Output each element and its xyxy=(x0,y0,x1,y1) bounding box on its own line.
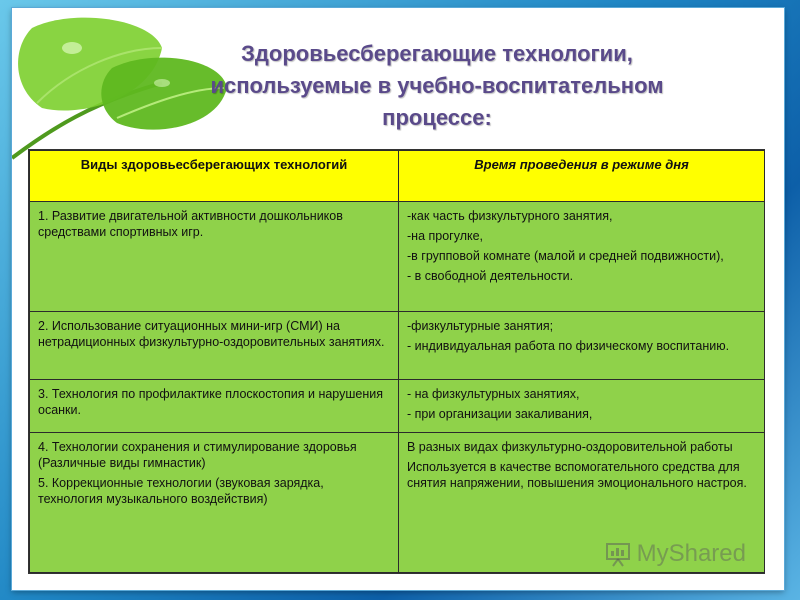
header-technology-types: Виды здоровьесберегающих технологий xyxy=(30,151,399,202)
cell-text: 1. Развитие двигательной активности дошкольников средствами спортивных игр. xyxy=(38,209,343,239)
row-3-time xyxy=(399,380,765,433)
cell-text: 3. Технология по профилактике плоскостопия и нарушения осанки. xyxy=(38,387,383,417)
header-time-of-day: Время проведения в режиме дня xyxy=(399,151,765,202)
watermark-text: MyShared xyxy=(636,540,746,567)
cell-text: 2. Использование ситуационных мини-игр (СМИ) на нетрадиционных физкультурно-оздоровительных занятиях. xyxy=(38,319,385,349)
table-row xyxy=(30,202,765,312)
cell-text: - в свободной деятельности. xyxy=(407,269,574,283)
title-line-3: процессе: xyxy=(382,105,492,130)
cell-text: -на прогулке, xyxy=(407,229,484,243)
title-line-1: Здоровьесберегающие технологии, xyxy=(241,41,633,66)
table-row xyxy=(30,380,765,433)
row-1-technology xyxy=(30,202,399,312)
cell-text: Используется в качестве вспомогательного средства для снятия напряжении, повышения эмоционального настроя. xyxy=(407,460,747,490)
cell-text: - индивидуальная работа по физическому воспитанию. xyxy=(407,339,730,353)
cell-text: -физкультурные занятия; xyxy=(407,319,554,333)
technologies-table xyxy=(28,149,765,574)
cell-text: -в групповой комнате (малой и средней подвижности), xyxy=(407,249,724,263)
cell-text: В разных видах физкультурно-оздоровительной работы xyxy=(407,440,733,454)
presentation-icon xyxy=(605,541,631,567)
cell-text: 4. Технологии сохранения и стимулирование здоровья (Различные виды гимнастик) xyxy=(38,440,357,470)
slide-title xyxy=(162,38,712,134)
row-2-time xyxy=(399,312,765,380)
cell-text: - на физкультурных занятиях, xyxy=(407,387,580,401)
row-2-technology xyxy=(30,312,399,380)
row-4-technology xyxy=(30,433,399,573)
cell-text: - при организации закаливания, xyxy=(407,407,593,421)
row-3-technology xyxy=(30,380,399,433)
cell-text: -как часть физкультурного занятия, xyxy=(407,209,613,223)
row-1-time xyxy=(399,202,765,312)
slide xyxy=(12,8,784,590)
table-header-row xyxy=(30,151,765,202)
cell-text: 5. Коррекционные технологии (звуковая зарядка, технология музыкального воздействия) xyxy=(38,476,324,506)
watermark xyxy=(605,540,746,568)
table-row xyxy=(30,312,765,380)
title-line-2: используемые в учебно-воспитательном xyxy=(210,73,664,98)
